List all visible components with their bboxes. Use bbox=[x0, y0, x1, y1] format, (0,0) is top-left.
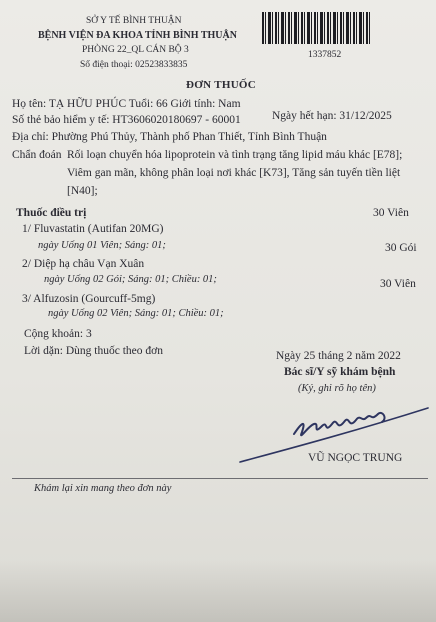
document-title: ĐƠN THUỐC bbox=[186, 79, 257, 91]
medicine-qty: 30 Gói bbox=[385, 242, 417, 254]
doctor-title: Bác sĩ/Y sỹ khám bệnh bbox=[284, 366, 396, 378]
medicine-dosage: ngày Uống 02 Viên; Sáng: 01; Chiều: 01; bbox=[48, 308, 224, 319]
medicine-name: 3/ Alfuzosin (Gourcuff-5mg) bbox=[22, 293, 156, 305]
advice-text: Lời dặn: Dùng thuốc theo đơn bbox=[24, 345, 163, 357]
diagnosis-line-1: Rối loạn chuyển hóa lipoprotein và tình trạng tăng lipid máu khác [E78]; bbox=[67, 149, 403, 161]
footer-divider bbox=[12, 478, 428, 479]
paper-shadow bbox=[0, 560, 436, 622]
insurance-expiry: Ngày hết hạn: 31/12/2025 bbox=[272, 110, 392, 122]
medicine-dosage: ngày Uống 01 Viên; Sáng: 01; bbox=[38, 240, 166, 251]
medicine-dosage: ngày Uống 02 Gói; Sáng: 01; Chiều: 01; bbox=[44, 274, 217, 285]
footer-note: Khám lại xin mang theo đơn này bbox=[34, 483, 172, 494]
patient-address: Địa chỉ: Phường Phú Thủy, Thành phố Phan Thiết, Tỉnh Bình Thuận bbox=[12, 131, 327, 143]
treatment-heading: Thuốc điều trị bbox=[16, 207, 87, 219]
doctor-name: VŨ NGỌC TRUNG bbox=[308, 452, 403, 464]
diagnosis-label: Chẩn đoán bbox=[12, 149, 62, 161]
medicine-name: 1/ Fluvastatin (Autifan 20MG) bbox=[22, 223, 164, 235]
medicine-name: 2/ Diệp hạ châu Vạn Xuân bbox=[22, 258, 145, 270]
total-items: Cộng khoản: 3 bbox=[24, 328, 92, 340]
patient-name-line: Họ tên: TẠ HỮU PHÚC Tuổi: 66 Giới tính: Nam bbox=[12, 98, 241, 110]
ministry-name: SỞ Y TẾ BÌNH THUẬN bbox=[86, 16, 182, 26]
diagnosis-line-3: [N40]; bbox=[67, 185, 98, 197]
issue-date: Ngày 25 tháng 2 năm 2022 bbox=[276, 350, 401, 362]
barcode-number: 1337852 bbox=[308, 50, 342, 60]
signature-hint: (Ký, ghi rõ họ tên) bbox=[298, 383, 376, 394]
medicine-qty: 30 Viên bbox=[373, 207, 409, 219]
hospital-name: BỆNH VIỆN ĐA KHOA TỈNH BÌNH THUẬN bbox=[38, 30, 237, 41]
room-name: PHÒNG 22_QL CÁN BỘ 3 bbox=[82, 45, 189, 55]
diagnosis-line-2: Viêm gan mãn, không phân loại nơi khác [K73], Tăng sản tuyến tiền liệt bbox=[67, 167, 401, 179]
phone-number: Số điện thoại: 02523833835 bbox=[80, 60, 188, 70]
insurance-number: Số thẻ bảo hiểm y tế: HT3606020180697 - 60001 bbox=[12, 114, 241, 126]
medicine-qty: 30 Viên bbox=[380, 278, 416, 290]
barcode bbox=[262, 12, 370, 44]
